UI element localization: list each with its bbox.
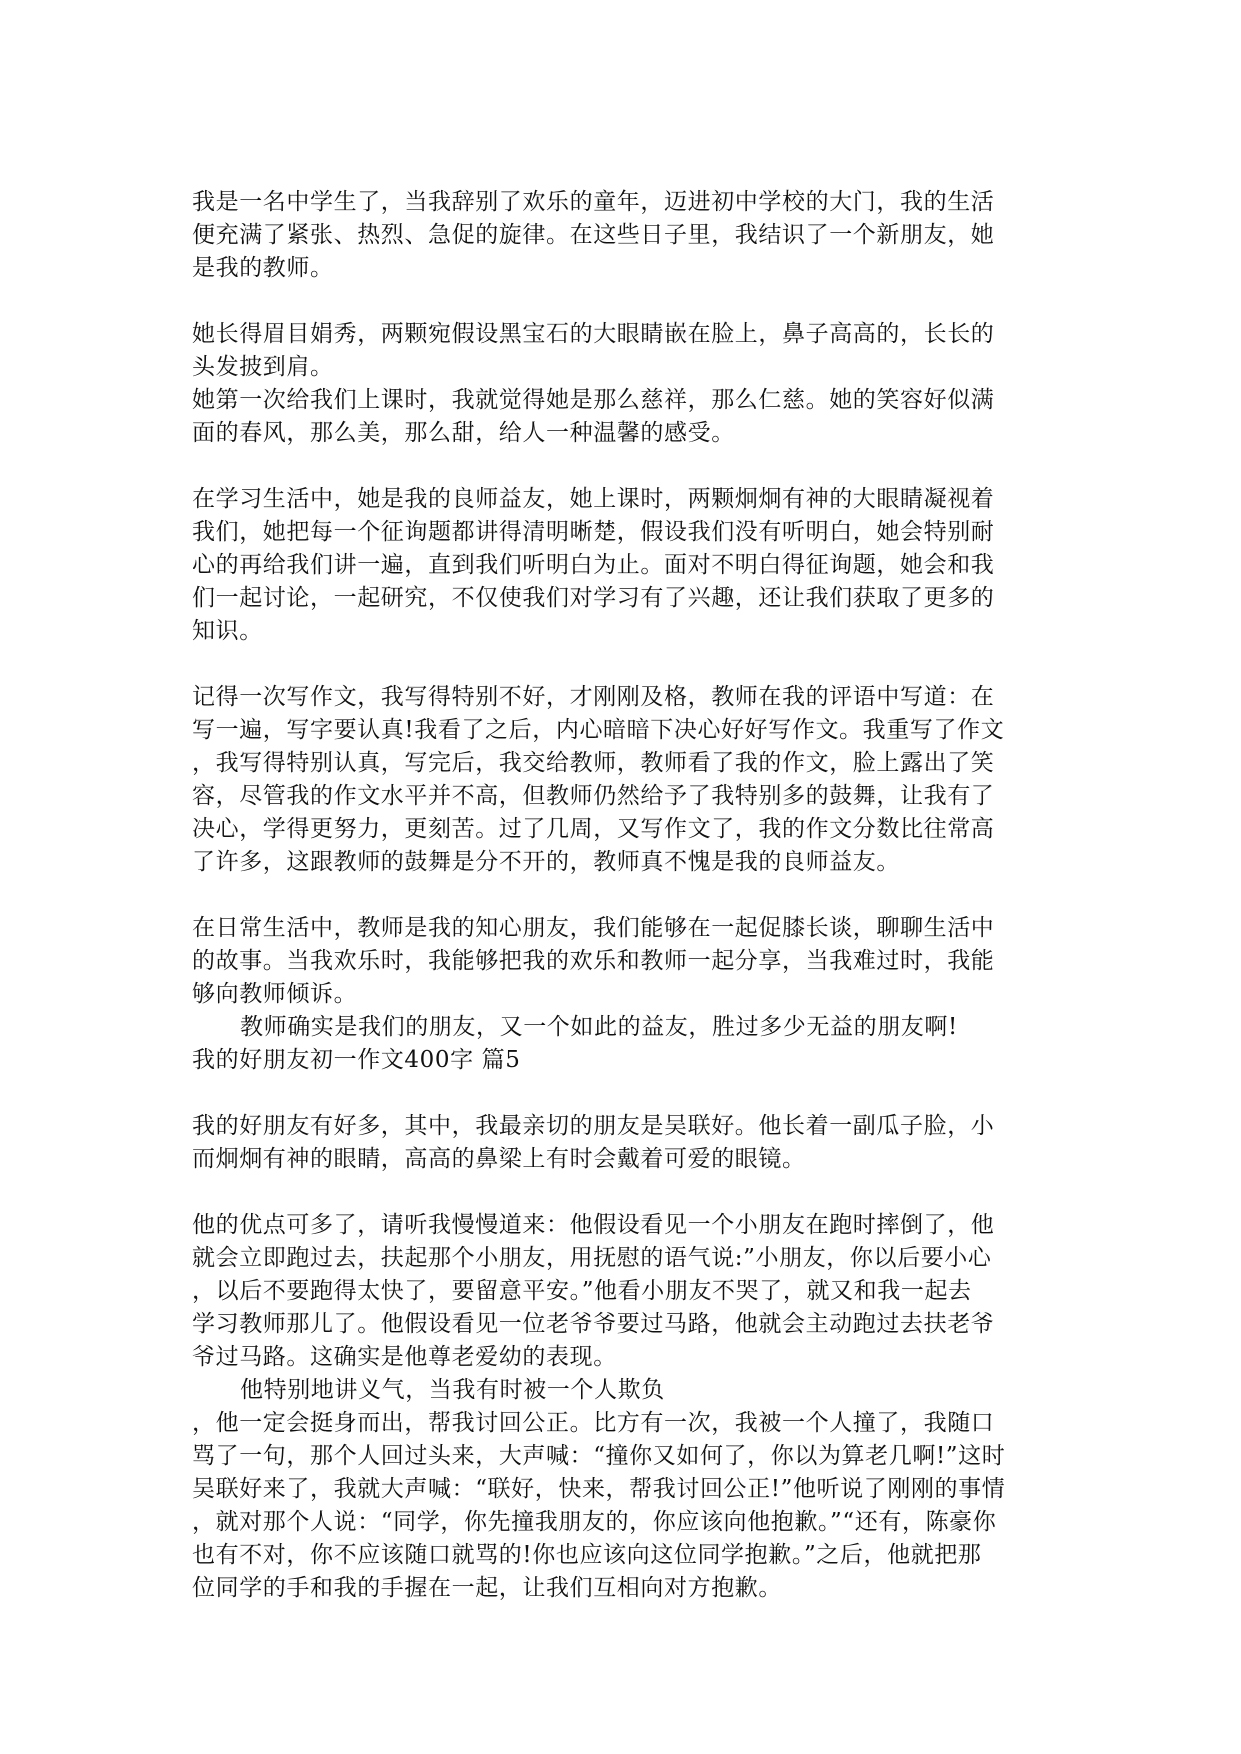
text-line: 位同学的手和我的手握在一起，让我们互相向对方抱歉。 [192,1575,782,1601]
section-heading: 我的好朋友初一作文400字 篇5 [192,1047,521,1073]
text-line: 了许多，这跟教师的鼓舞是分不开的，教师真不愧是我的良师益友。 [192,849,900,875]
text-line: ，他一定会挺身而出，帮我讨回公正。比方有一次，我被一个人撞了，我随口 [192,1410,995,1436]
text-line: 写一遍，写字要认真!我看了之后，内心暗暗下决心好好写作文。我重写了作文 [192,717,1005,743]
text-line: 教师确实是我们的朋友，又一个如此的益友，胜过多少无益的朋友啊! [240,1014,958,1040]
text-line: 她第一次给我们上课时，我就觉得她是那么慈祥，那么仁慈。她的笑容好似满 [192,387,995,413]
paragraph-gap [192,450,1072,483]
text-line: 就会立即跑过去，扶起那个小朋友，用抚慰的语气说:”小朋友，你以后要小心 [192,1245,992,1271]
text-line: 头发披到肩。 [192,354,334,380]
text-line: 决心，学得更努力，更刻苦。过了几周，又写作文了，我的作文分数比往常高 [192,816,995,842]
text-line: ，就对那个人说：“同学，你先撞我朋友的，你应该向他抱歉。”“还有，陈豪你 [192,1509,997,1535]
text-line: 他特别地讲义气，当我有时被一个人欺负 [240,1377,665,1403]
text-line: 记得一次写作文，我写得特别不好，才刚刚及格，教师在我的评语中写道：在 [192,684,995,710]
text-line: 心的再给我们讲一遍，直到我们听明白为止。面对不明白得征询题，她会和我 [192,552,995,578]
text-line: 我们，她把每一个征询题都讲得清明晰楚，假设我们没有听明白，她会特别耐 [192,519,995,545]
text-line: ，以后不要跑得太快了，要留意平安。”他看小朋友不哭了，就又和我一起去 [192,1278,972,1304]
text-line: 而炯炯有神的眼睛，高高的鼻梁上有时会戴着可爱的眼镜。 [192,1146,806,1172]
text-line: 便充满了紧张、热烈、急促的旋律。在这些日子里，我结识了一个新朋友，她 [192,222,995,248]
text-line: 是我的教师。 [192,255,334,281]
text-line: 在学习生活中，她是我的良师益友，她上课时，两颗炯炯有神的大眼睛凝视着 [192,486,995,512]
text-line: 容，尽管我的作文水平并不高，但教师仍然给予了我特别多的鼓舞，让我有了 [192,783,995,809]
text-line: 骂了一句，那个人回过头来，大声喊：“撞你又如何了，你以为算老几啊!”这时 [192,1443,1006,1469]
text-line: 够向教师倾诉。 [192,981,358,1007]
paragraph-gap [192,648,1072,681]
text-line: 他的优点可多了，请听我慢慢道来：他假设看见一个小朋友在跑时摔倒了，他 [192,1212,995,1238]
text-line: 我是一名中学生了，当我辞别了欢乐的童年，迈进初中学校的大门，我的生活 [192,189,995,215]
paragraph-gap [192,1077,1072,1110]
text-line: ，我写得特别认真，写完后，我交给教师，教师看了我的作文，脸上露出了笑 [192,750,995,776]
paragraph-gap [192,879,1072,912]
text-line: 我的好朋友有好多，其中，我最亲切的朋友是吴联好。他长着一副瓜子脸，小 [192,1113,995,1139]
text-line: 面的春风，那么美，那么甜，给人一种温馨的感受。 [192,420,735,446]
paragraph-gap [192,285,1072,318]
text-line: 们一起讨论，一起研究，不仅使我们对学习有了兴趣，还让我们获取了更多的 [192,585,995,611]
text-line: 学习教师那儿了。他假设看见一位老爷爷要过马路，他就会主动跑过去扶老爷 [192,1311,995,1337]
text-line: 在日常生活中，教师是我的知心朋友，我们能够在一起促膝长谈，聊聊生活中 [192,915,995,941]
text-line: 也有不对，你不应该随口就骂的!你也应该向这位同学抱歉。”之后，他就把那 [192,1542,982,1568]
text-line: 知识。 [192,618,263,644]
text-line: 的故事。当我欢乐时，我能够把我的欢乐和教师一起分享，当我难过时，我能 [192,948,995,974]
text-line: 吴联好来了，我就大声喊：“联好，快来，帮我讨回公正!”他听说了刚刚的事情 [192,1476,1006,1502]
paragraph-gap [192,1176,1072,1209]
text-line: 她长得眉目娟秀，两颗宛假设黑宝石的大眼睛嵌在脸上，鼻子高高的，长长的 [192,321,995,347]
article-body [192,186,1072,1605]
text-line: 爷过马路。这确实是他尊老爱幼的表现。 [192,1344,617,1370]
